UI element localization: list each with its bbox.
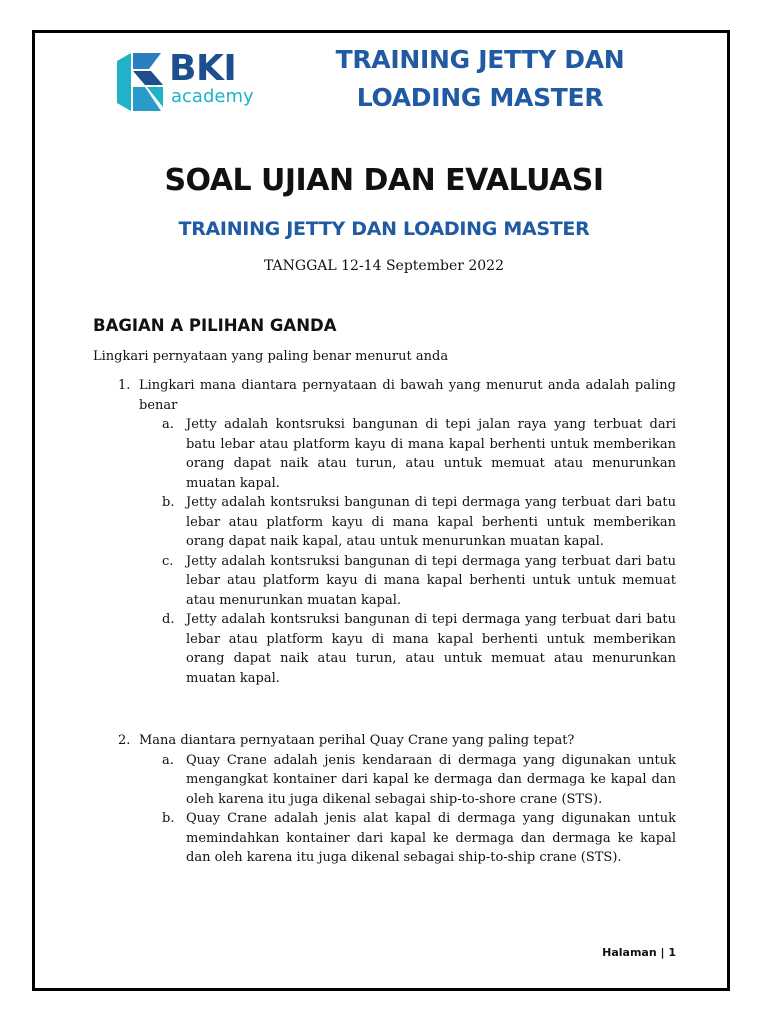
option-b	[162, 809, 676, 868]
option-text: Quay Crane adalah jenis alat kapal di dermaga yang digunakan untuk memindahkan kontainer dari kapal ke dermaga dan dermaga ke kapal dan oleh karena itu juga dikenal sebagai ship-to-ship crane (STS).	[186, 811, 676, 865]
page-number: Halaman | 1	[602, 946, 676, 959]
section-heading: BAGIAN A PILIHAN GANDA	[93, 316, 337, 335]
option-text: Jetty adalah kontsruksi bangunan di tepi dermaga yang terbuat dari batu lebar atau platform kayu di mana kapal berhenti untuk memberikan orang dapat naik kapal, atau untuk menurunkan muatan kapal.	[186, 495, 676, 549]
bki-academy-logo	[113, 47, 273, 117]
option-letter: d.	[162, 612, 175, 627]
header-title-line2: LOADING MASTER	[356, 83, 604, 112]
instruction-text: Lingkari pernyataan yang paling benar menurut anda	[93, 349, 449, 364]
option-a	[162, 415, 676, 493]
question-number: 1.	[118, 378, 131, 393]
exam-date: TANGGAL 12-14 September 2022	[263, 258, 504, 274]
option-b	[162, 493, 676, 552]
question-number: 2.	[118, 733, 131, 748]
question-text: Lingkari mana diantara pernyataan di bawah yang menurut anda adalah paling benar	[139, 378, 676, 413]
option-d	[162, 610, 676, 688]
question-text: Mana diantara pernyataan perihal Quay Crane yang paling tepat?	[139, 733, 575, 748]
logo-wordmark: BKI	[169, 48, 237, 89]
option-letter: b.	[162, 495, 175, 510]
option-text: Jetty adalah kontsruksi bangunan di tepi jalan raya yang terbuat dari batu lebar atau platform kayu di mana kapal berhenti untuk memberikan orang dapat naik atau turun, atau untuk memuat atau menurunkan muatan kapal.	[186, 417, 676, 491]
bki-logo-mark-icon	[113, 49, 167, 115]
option-letter: a.	[162, 417, 174, 432]
document-title: SOAL UJIAN DAN EVALUASI	[164, 163, 604, 198]
option-text: Jetty adalah kontsruksi bangunan di tepi dermaga yang terbuat dari batu lebar atau platform kayu di mana kapal berhenti untuk untuk memuat atau menurunkan muatan kapal.	[186, 553, 676, 608]
option-text: Jetty adalah kontsruksi bangunan di tepi dermaga yang terbuat dari batu lebar atau platform kayu di mana kapal berhenti untuk memberikan orang dapat naik atau turun, atau untuk memuat atau menurunkan muatan kapal.	[186, 612, 676, 686]
question-1	[118, 376, 676, 688]
option-text: Quay Crane adalah jenis kendaraan di dermaga yang digunakan untuk mengangkat kontainer dari kapal ke dermaga dan dermaga ke kapal dan oleh karena itu juga dikenal sebagai ship-to-shore crane (STS).	[186, 752, 676, 807]
question-2	[118, 731, 676, 868]
logo-subtext: academy	[171, 86, 254, 107]
header-title-line1: TRAINING JETTY DAN	[335, 45, 625, 74]
option-letter: b.	[162, 811, 175, 826]
option-c	[162, 552, 676, 611]
option-letter: a.	[162, 752, 174, 768]
document-subtitle: TRAINING JETTY DAN LOADING MASTER	[178, 218, 590, 240]
option-a	[162, 751, 676, 810]
option-letter: c.	[162, 553, 174, 569]
